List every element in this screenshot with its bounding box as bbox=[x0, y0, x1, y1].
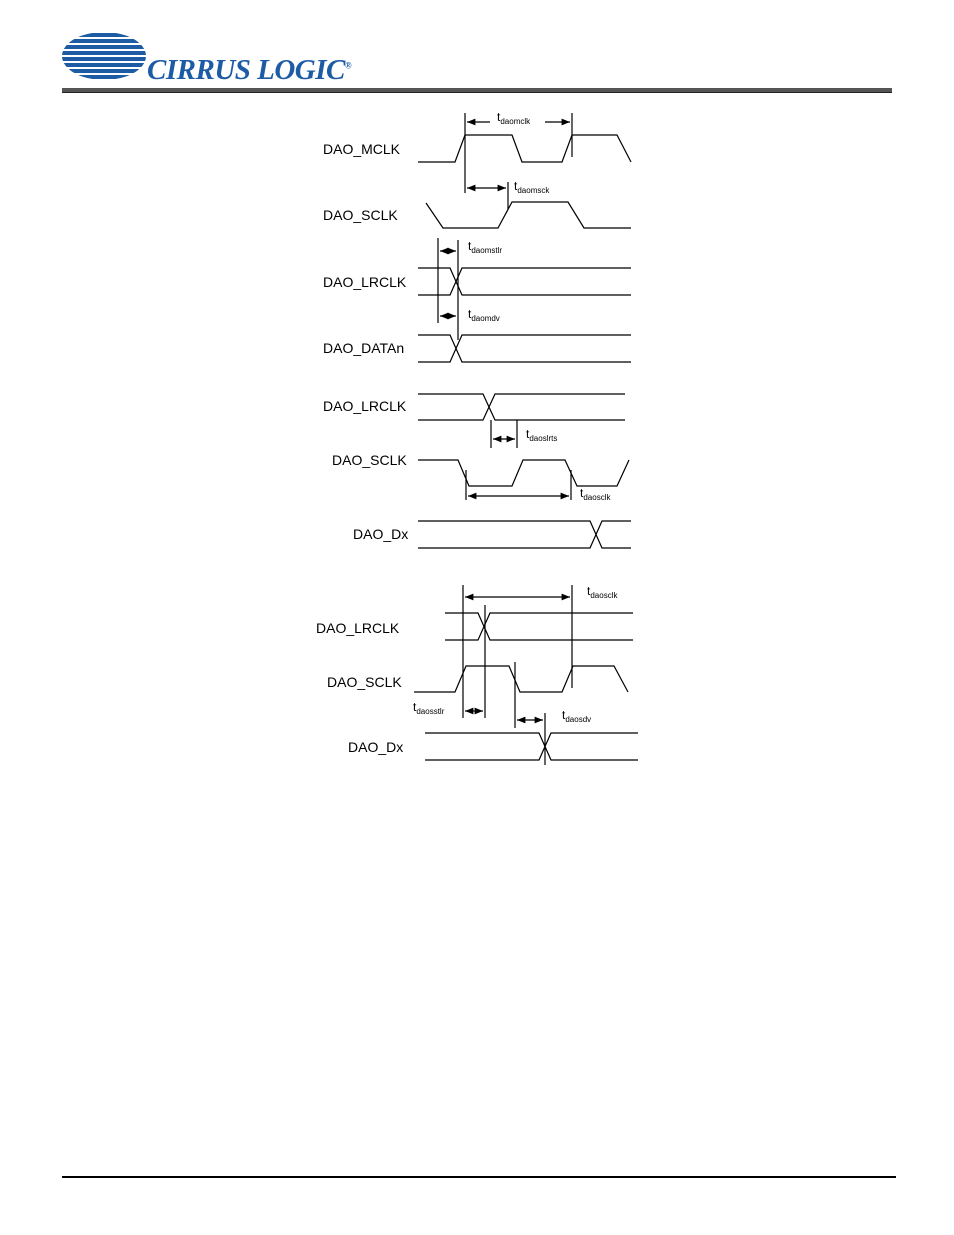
waveform-dao-datan bbox=[418, 335, 631, 362]
waveform-dao-dx-2 bbox=[418, 521, 631, 548]
waveform-dao-lrclk-1 bbox=[418, 268, 631, 295]
waveform-dao-sclk bbox=[426, 202, 631, 228]
logo-wordmark: CIRRUS LOGIC® bbox=[147, 54, 352, 86]
signal-label: DAO_DATAn bbox=[323, 340, 405, 356]
timing-label: $t_{daomdv}$ bbox=[468, 307, 500, 323]
signal-label: DAO_Dx bbox=[348, 739, 404, 755]
signal-label: DAO_LRCLK bbox=[323, 398, 407, 414]
timing-label: $t_{daosstlr}$ bbox=[413, 700, 445, 716]
waveform-dao-sclk-2 bbox=[418, 460, 629, 486]
signal-label: DAO_Dx bbox=[353, 526, 409, 542]
signal-label: DAO_MCLK bbox=[323, 141, 401, 157]
waveform-dao-sclk-3 bbox=[414, 666, 628, 692]
waveform-dao-lrclk-3 bbox=[445, 613, 633, 640]
signal-label: DAO_SCLK bbox=[323, 207, 398, 223]
timing-label: $t_{daosclk}$ bbox=[587, 584, 618, 600]
timing-label: $t_{daomstlr}$ bbox=[468, 239, 503, 255]
timing-label: $t_{daoslrts}$ bbox=[526, 427, 558, 443]
signal-label: DAO_LRCLK bbox=[323, 274, 407, 290]
waveform-dao-lrclk-2 bbox=[418, 394, 625, 420]
signal-label: DAO_SCLK bbox=[332, 452, 407, 468]
timing-label: $t_{daomclk}$ bbox=[497, 110, 531, 126]
signal-label: DAO_LRCLK bbox=[316, 620, 400, 636]
timing-label: $t_{daomsck}$ bbox=[514, 179, 550, 195]
waveform-dao-dx-3 bbox=[425, 733, 638, 760]
signal-label: DAO_SCLK bbox=[327, 674, 402, 690]
footer-rule bbox=[62, 1176, 896, 1178]
timing-label: $t_{daosdv}$ bbox=[562, 708, 592, 724]
waveform-dao-mclk bbox=[418, 135, 631, 162]
timing-label: $t_{daosclk}$ bbox=[580, 486, 611, 502]
